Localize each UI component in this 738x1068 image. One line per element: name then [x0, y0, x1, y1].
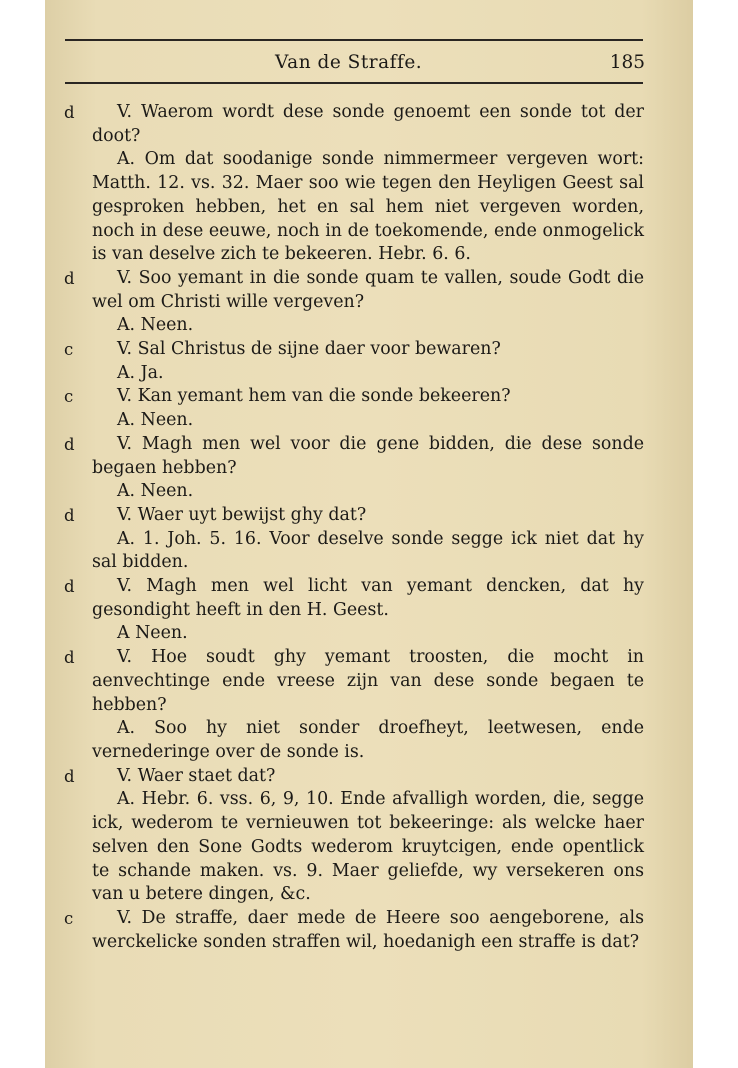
answer-paragraph: [92, 528, 644, 575]
margin-marker: c: [64, 340, 74, 360]
running-title: Van de Straffe.: [275, 52, 423, 73]
answer-paragraph: [92, 622, 644, 646]
answer-paragraph: [92, 314, 644, 338]
answer-text: A. Neen.: [117, 315, 194, 336]
answer-text: A. Hebr. 6. vss. 6, 9, 10. Ende afvalligh worden, die, segge ick, wederom te vernieuwen tot bekeeringe: als welcke haer selven den Sone Godts wederom kruytcigen, ende opentlick te schande maken. vs. 9. Maer geliefde, wy versekeren ons van u betere dingen, &c.: [92, 789, 644, 905]
question-text: V. Sal Christus de sijne daer voor bewaren?: [117, 339, 501, 360]
book-page: [45, 0, 693, 1068]
answer-text: A. Om dat soodanige sonde nimmermeer vergeven wort: Matth. 12. vs. 32. Maer soo wie tegen den Heyligen Geest sal gesproken hebben, het en sal hem niet vergeven worden, noch in dese eeuwe, noch in de toekomende, ende onmogelick is van deselve zich te bekeeren. Hebr. 6. 6.: [92, 149, 644, 265]
question-text: V. Hoe soudt ghy yemant troosten, die mocht in aenvechtinge ende vreese zijn van dese sonde begaen te hebben?: [92, 647, 644, 715]
question-text: V. Waerom wordt dese sonde genoemt een sonde tot der doot?: [92, 102, 644, 146]
question-paragraph: [64, 907, 644, 954]
page-number: 185: [609, 52, 645, 73]
margin-marker: d: [64, 505, 75, 525]
question-text: V. Waer uyt bewijst ghy dat?: [117, 504, 367, 525]
answer-paragraph: [92, 717, 644, 764]
answer-paragraph: [92, 409, 644, 433]
question-text: V. Magh men wel voor die gene bidden, die dese sonde begaen hebben?: [92, 433, 644, 478]
answer-text: A. Neen.: [117, 410, 194, 431]
question-paragraph: [64, 765, 644, 789]
answer-paragraph: [92, 148, 644, 267]
question-paragraph: [64, 385, 644, 409]
margin-marker: c: [64, 387, 74, 407]
margin-marker: d: [64, 434, 75, 454]
question-paragraph: [64, 646, 644, 717]
question-text: V. Kan yemant hem van die sonde bekeeren?: [117, 386, 511, 407]
question-text: V. De straffe, daer mede de Heere soo aengeborene, als werckelicke sonden straffen wil, hoedanigh een straffe is dat?: [92, 907, 644, 952]
answer-text: A. 1. Joh. 5. 16. Voor deselve sonde segge ick niet dat hy sal bidden.: [92, 528, 644, 573]
margin-marker: d: [64, 577, 75, 597]
question-text: V. Magh men wel licht van yemant dencken, dat hy gesondight heeft in den H. Geest.: [92, 576, 644, 620]
answer-text: A Neen.: [117, 623, 188, 644]
question-text: V. Soo yemant in die sonde quam te vallen, soude Godt die wel om Christi wille vergeven?: [92, 267, 644, 312]
margin-marker: c: [64, 908, 74, 928]
margin-marker: d: [64, 103, 75, 122]
question-paragraph: [64, 504, 644, 528]
answer-paragraph: [92, 788, 644, 907]
answer-text: A. Soo hy niet sonder droefheyt, leetwesen, ende vernederinge over de sonde is.: [92, 718, 644, 762]
answer-paragraph: [92, 480, 644, 504]
margin-marker: d: [64, 268, 75, 288]
header-rule-top: [65, 39, 643, 41]
margin-marker: d: [64, 648, 75, 668]
answer-text: A. Ja.: [117, 362, 164, 383]
question-text: V. Waer staet dat?: [117, 765, 276, 786]
question-paragraph: [64, 575, 644, 622]
question-paragraph: [64, 267, 644, 314]
catechism-text: [64, 101, 644, 954]
header-rule-bottom: [65, 82, 643, 84]
question-paragraph: [64, 101, 644, 148]
answer-paragraph: [92, 362, 644, 386]
answer-text: A. Neen.: [117, 481, 194, 502]
margin-marker: d: [64, 766, 75, 786]
question-paragraph: [64, 338, 644, 362]
question-paragraph: [64, 433, 644, 480]
